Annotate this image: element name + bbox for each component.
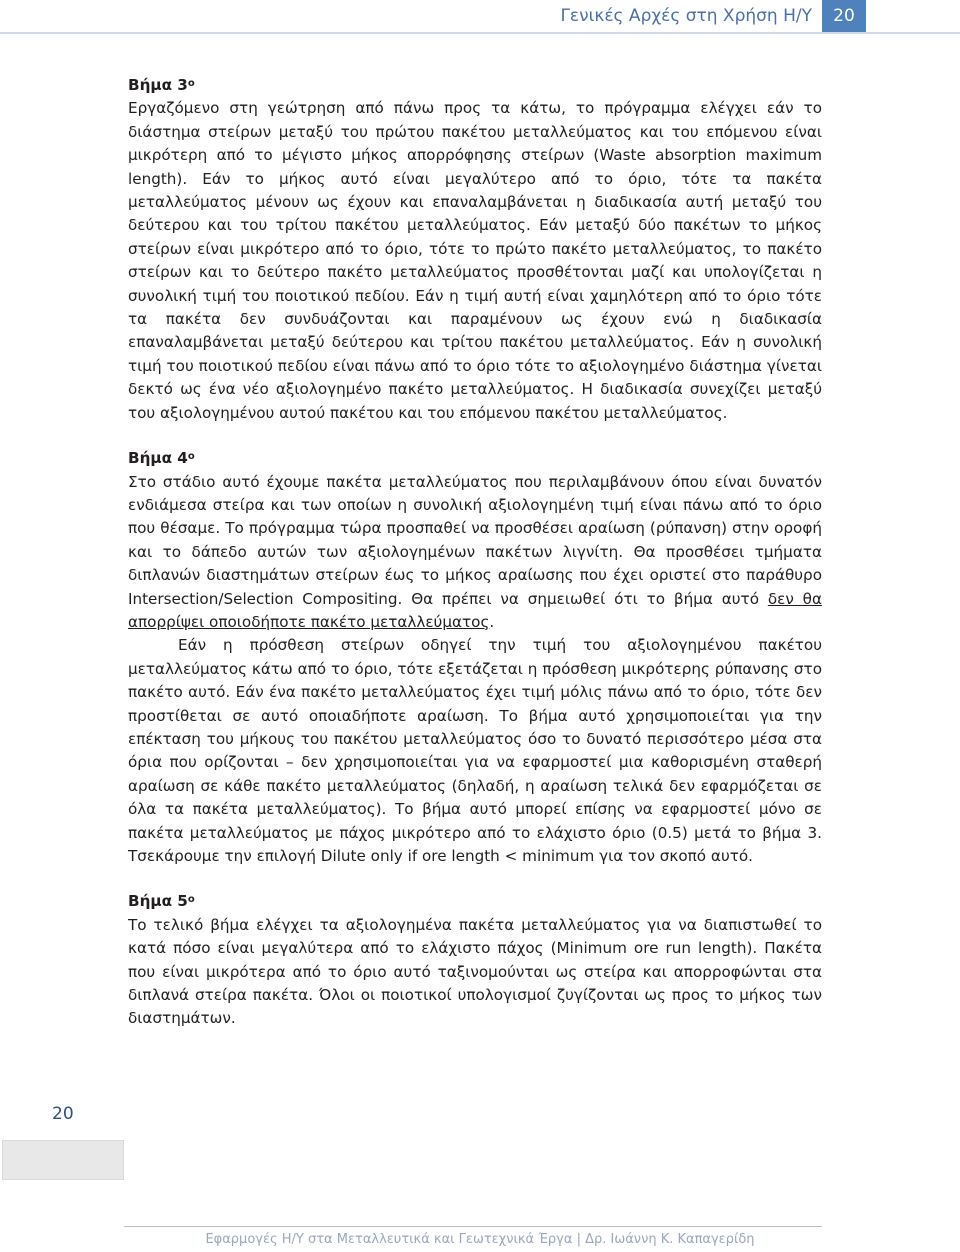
header-page-number: 20 <box>822 0 866 32</box>
section-heading <box>128 890 822 913</box>
section-paragraph: Το τελικό βήμα ελέγχει τα αξιολογημένα πακέτα μεταλλεύματος για να διαπιστωθεί το κατά πόσο είναι μεγαλύτερα από το ελάχιστο πάχος (Minimum ore run length). Πακέτα που είναι μικρότερα από το όριο αυτό ταξινομούνται ως στείρα και απορροφώνται στα διπλανά στείρα πακέτα. Όλοι οι ποιοτικοί υπολογισμοί ζυγίζονται ως προς το μήκος των διαστημάτων. <box>128 915 822 1028</box>
heading-ordinal: ο <box>187 894 195 906</box>
footer-author: Δρ. Ιωάννη Κ. Καπαγερίδη <box>585 1232 755 1247</box>
section-paragraph <box>128 471 822 635</box>
heading-text: Βήμα 3 <box>128 76 188 94</box>
underlined-emphasis: δεν θα απορρίψει οποιοδήποτε πακέτο μεταλλεύματος <box>128 589 822 631</box>
footer <box>0 1230 960 1250</box>
section-heading <box>128 447 822 470</box>
footer-divider <box>124 1226 822 1227</box>
heading-ordinal: ο <box>187 78 195 89</box>
heading-text: Βήμα 4 <box>128 449 188 468</box>
page-body <box>128 74 822 1053</box>
footer-separator: | <box>576 1232 581 1247</box>
running-header-title: Γενικές Αρχές στη Χρήση Η/Υ <box>560 6 812 26</box>
section-heading <box>128 74 822 97</box>
paragraph-text: Στο στάδιο αυτό έχουμε πακέτα μεταλλεύματος που περιλαμβάνουν όπου είναι δυνατόν ενδιάμεσα στείρα και των οποίων η συνολική αξιολογημένη τιμή είναι πάνω από το όριο που θέσαμε. Το πρόγραμμα τώρα προσπαθεί να προσθέσει αραίωση (ρύπανση) στην οροφή και το δάπεδο αυτών των αξιολογημένων πακέτων λιγνίτη. Θα προσθέσει τμήματα διπλανών διαστημάτων στείρων έως το μήκος αραίωσης που έχει οριστεί στο παράθυρο Intersection/Selection Compositing. Θα πρέπει να σημειωθεί ότι το βήμα αυτό <box>128 472 822 608</box>
section-paragraph-2: Εάν η πρόσθεση στείρων οδηγεί την τιμή του αξιολογημένου πακέτου μεταλλεύματος κάτω από το όριο, τότε εξετάζεται η πρόσθεση μικρότερης ρύπανσης στο πακέτο αυτό. Εάν ένα πακέτο μεταλλεύματος έχει τιμή μόλις πάνω από το όριο, τότε δεν προστίθεται σε αυτό οποιαδήποτε αραίωση. Το βήμα αυτό χρησιμοποιείται για την επέκταση του μήκους του πακέτου μεταλλεύματος όσο το δυνατό περισσότερο μέσα στα όρια που ορίζονται – δεν χρησιμοποιείται για να εφαρμοστεί μια καθορισμένη σταθερή αραίωση σε κάθε πακέτο μεταλλεύματος (δηλαδή, η αραίωση τελικά δεν εφαρμόζεται σε όλα τα πακέτα μεταλλεύματος). Το βήμα αυτό μπορεί επίσης να εφαρμοστεί μόνο σε πακέτα μεταλλεύματος με πάχος μικρότερο από το ελάχιστο όριο (0.5) μετά το βήμα 3. Τσεκάρουμε την επιλογή Dilute only if ore length < minimum για τον σκοπό αυτό. <box>128 636 822 865</box>
header-divider <box>0 32 960 34</box>
paragraph-text-end: . <box>489 612 495 631</box>
side-page-number: 20 <box>52 1104 74 1124</box>
section-step-5 <box>128 890 822 1030</box>
side-page-tab <box>2 1140 124 1180</box>
section-step-4 <box>128 447 822 868</box>
footer-book-title: Εφαρμογές Η/Υ στα Μεταλλευτικά και Γεωτεχνικά Έργα <box>205 1232 573 1247</box>
heading-text: Βήμα 5 <box>128 892 188 911</box>
heading-ordinal: ο <box>187 451 195 463</box>
section-paragraph: Εργαζόμενο στη γεώτρηση από πάνω προς τα κάτω, το πρόγραμμα ελέγχει εάν το διάστημα στείρων μεταξύ του πρώτου πακέτου μεταλλεύματος και του επόμενου είναι μικρότερη από το μέγιστο μήκος απορρόφησης στείρων (Waste absorption maximum length). Εάν το μήκος αυτό είναι μεγαλύτερο από το όριο, τότε τα πακέτα μεταλλεύματος μένουν ως έχουν και επαναλαμβάνεται η διαδικασία αυτή μεταξύ του δεύτερου και του τρίτου πακέτου μεταλλεύματος. Εάν μεταξύ δύο πακέτων το μήκος στείρων είναι μικρότερο από το όριο, τότε το πρώτο πακέτο μεταλλεύματος, το πακέτο στείρων και το δεύτερο πακέτο μεταλλεύματος προσθέτονται μαζί και υπολογίζεται η συνολική τιμή του ποιοτικού πεδίου. Εάν η τιμή αυτή είναι χαμηλότερη από το όριο τότε τα πακέτα δεν συνδυάζονται και παραμένουν ως έχουν ενώ η διαδικασία επαναλαμβάνεται μεταξύ δεύτερου και τρίτου πακέτου μεταλλεύματος. Εάν η συνολική τιμή του ποιοτικού πεδίου είναι πάνω από το όριο τότε το αξιολογημένο διάστημα γίνεται δεκτό ως ένα νέο αξιολογημένο πακέτο μεταλλεύματος. Η διαδικασία συνεχίζει μεταξύ του αξιολογημένου αυτού πακέτου και του επόμενου πακέτου μεταλλεύματος. <box>128 99 822 422</box>
section-step-3 <box>128 74 822 425</box>
